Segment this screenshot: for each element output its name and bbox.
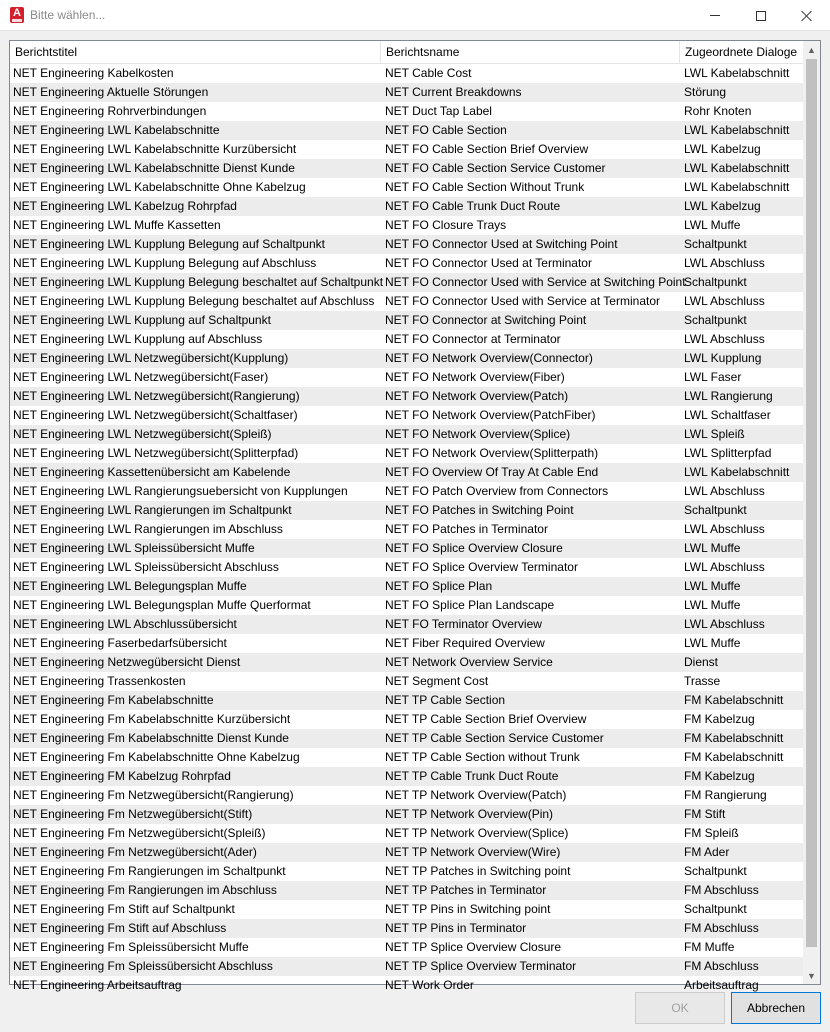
cell-berichtstitel: NET Engineering LWL Kabelabschnitte Kurzübersicht: [13, 142, 297, 156]
cell-berichtstitel: NET Engineering Trassenkosten: [13, 674, 186, 688]
cell-berichtsname: NET TP Network Overview(Patch): [385, 788, 567, 802]
cell-zugeordnete-dialoge: LWL Kabelabschnitt: [684, 123, 790, 137]
cell-berichtsname: NET Fiber Required Overview: [385, 636, 545, 650]
cell-berichtsname: NET FO Patches in Switching Point: [385, 503, 574, 517]
cell-berichtstitel: NET Engineering LWL Kupplung auf Schaltpunkt: [13, 313, 271, 327]
table-row[interactable]: [10, 292, 804, 311]
cell-zugeordnete-dialoge: LWL Kabelabschnitt: [684, 465, 790, 479]
table-row[interactable]: [10, 729, 804, 748]
cell-berichtsname: NET FO Network Overview(Connector): [385, 351, 593, 365]
cell-berichtsname: NET FO Network Overview(Patch): [385, 389, 569, 403]
list-rows: [10, 64, 804, 992]
cell-berichtsname: NET TP Splice Overview Closure: [385, 940, 562, 954]
app-icon-letter: A: [13, 7, 21, 19]
cell-zugeordnete-dialoge: LWL Kupplung: [684, 351, 762, 365]
table-row[interactable]: [10, 539, 804, 558]
cell-berichtsname: NET FO Connector Used with Service at Switching Point: [385, 275, 686, 289]
table-row[interactable]: [10, 596, 804, 615]
window-title: Bitte wählen...: [30, 8, 106, 22]
cell-zugeordnete-dialoge: LWL Muffe: [684, 541, 741, 555]
cell-zugeordnete-dialoge: LWL Kabelabschnitt: [684, 66, 790, 80]
cell-berichtstitel: NET Engineering LWL Netzwegübersicht(Splitterpfad): [13, 446, 299, 460]
cell-berichtsname: NET Segment Cost: [385, 674, 489, 688]
cell-berichtsname: NET TP Cable Trunk Duct Route: [385, 769, 559, 783]
cell-zugeordnete-dialoge: Rohr Knoten: [684, 104, 752, 118]
cell-berichtstitel: NET Engineering Aktuelle Störungen: [13, 85, 209, 99]
cell-berichtstitel: NET Engineering LWL Abschlussübersicht: [13, 617, 237, 631]
table-row[interactable]: [10, 710, 804, 729]
table-row[interactable]: [10, 881, 804, 900]
cell-berichtsname: NET FO Cable Trunk Duct Route: [385, 199, 561, 213]
cell-zugeordnete-dialoge: LWL Kabelabschnitt: [684, 161, 790, 175]
cell-berichtsname: NET FO Splice Plan Landscape: [385, 598, 555, 612]
cell-zugeordnete-dialoge: FM Ader: [684, 845, 730, 859]
cell-zugeordnete-dialoge: LWL Abschluss: [684, 294, 765, 308]
table-row[interactable]: [10, 102, 804, 121]
cell-berichtstitel: NET Engineering Fm Kabelabschnitte Dienst Kunde: [13, 731, 289, 745]
cell-berichtstitel: NET Engineering Fm Netzwegübersicht(Rangierung): [13, 788, 294, 802]
cell-zugeordnete-dialoge: FM Kabelabschnitt: [684, 693, 784, 707]
table-row[interactable]: [10, 83, 804, 102]
cell-zugeordnete-dialoge: LWL Muffe: [684, 218, 741, 232]
cell-berichtstitel: NET Engineering Fm Kabelabschnitte: [13, 693, 214, 707]
cell-berichtsname: NET Duct Tap Label: [385, 104, 492, 118]
cell-zugeordnete-dialoge: Schaltpunkt: [684, 902, 747, 916]
table-row[interactable]: [10, 368, 804, 387]
cell-zugeordnete-dialoge: Schaltpunkt: [684, 503, 747, 517]
table-row[interactable]: [10, 558, 804, 577]
cell-berichtsname: NET FO Overview Of Tray At Cable End: [385, 465, 599, 479]
cell-zugeordnete-dialoge: Schaltpunkt: [684, 275, 747, 289]
list-header: [10, 41, 804, 64]
cell-zugeordnete-dialoge: LWL Abschluss: [684, 256, 765, 270]
cell-berichtsname: NET FO Connector Used with Service at Terminator: [385, 294, 660, 308]
table-row[interactable]: [10, 786, 804, 805]
cell-zugeordnete-dialoge: FM Muffe: [684, 940, 735, 954]
cell-zugeordnete-dialoge: LWL Muffe: [684, 636, 741, 650]
table-row[interactable]: [10, 748, 804, 767]
cell-zugeordnete-dialoge: Schaltpunkt: [684, 864, 747, 878]
cell-zugeordnete-dialoge: FM Kabelzug: [684, 712, 755, 726]
table-row[interactable]: [10, 178, 804, 197]
table-row[interactable]: [10, 140, 804, 159]
cell-berichtsname: NET FO Network Overview(Splitterpath): [385, 446, 599, 460]
cell-berichtsname: NET FO Connector Used at Switching Point: [385, 237, 618, 251]
cell-berichtstitel: NET Engineering Fm Kabelabschnitte Ohne Kabelzug: [13, 750, 300, 764]
cell-zugeordnete-dialoge: FM Rangierung: [684, 788, 767, 802]
table-row[interactable]: [10, 444, 804, 463]
cell-berichtsname: NET TP Pins in Terminator: [385, 921, 527, 935]
cell-berichtstitel: NET Engineering LWL Kabelabschnitte Ohne Kabelzug: [13, 180, 306, 194]
table-row[interactable]: [10, 862, 804, 881]
cell-berichtsname: NET TP Cable Section without Trunk: [385, 750, 580, 764]
cell-berichtstitel: NET Engineering LWL Spleissübersicht Muffe: [13, 541, 255, 555]
cell-zugeordnete-dialoge: FM Abschluss: [684, 921, 759, 935]
cancel-button[interactable]: Abbrechen: [731, 992, 821, 1024]
cell-berichtsname: NET TP Cable Section Service Customer: [385, 731, 604, 745]
cell-berichtstitel: NET Engineering LWL Rangierungen im Schaltpunkt: [13, 503, 292, 517]
cell-berichtstitel: NET Engineering Faserbedarfsübersicht: [13, 636, 227, 650]
cell-berichtsname: NET TP Network Overview(Wire): [385, 845, 561, 859]
table-row[interactable]: [10, 957, 804, 976]
cell-berichtstitel: NET Engineering Fm Netzwegübersicht(Stift): [13, 807, 253, 821]
cell-zugeordnete-dialoge: LWL Kabelabschnitt: [684, 180, 790, 194]
scroll-up-icon[interactable]: ▲: [807, 44, 816, 55]
table-row[interactable]: [10, 311, 804, 330]
cell-berichtsname: NET FO Connector at Terminator: [385, 332, 561, 346]
cell-berichtsname: NET FO Connector at Switching Point: [385, 313, 587, 327]
cell-berichtstitel: NET Engineering Fm Stift auf Abschluss: [13, 921, 227, 935]
cell-berichtstitel: NET Engineering Kassettenübersicht am Kabelende: [13, 465, 291, 479]
cell-berichtsname: NET FO Patch Overview from Connectors: [385, 484, 609, 498]
cell-berichtsname: NET TP Splice Overview Terminator: [385, 959, 577, 973]
table-row[interactable]: [10, 805, 804, 824]
cell-berichtsname: NET FO Network Overview(PatchFiber): [385, 408, 596, 422]
cell-berichtsname: NET TP Patches in Switching point: [385, 864, 571, 878]
cell-berichtstitel: NET Engineering LWL Kabelabschnitte: [13, 123, 220, 137]
cell-berichtstitel: NET Engineering Fm Rangierungen im Abschluss: [13, 883, 277, 897]
cell-berichtsname: NET FO Network Overview(Splice): [385, 427, 571, 441]
cell-berichtstitel: NET Engineering LWL Kupplung auf Abschluss: [13, 332, 263, 346]
cell-berichtstitel: NET Engineering LWL Kupplung Belegung beschaltet auf Abschluss: [13, 294, 375, 308]
cell-zugeordnete-dialoge: FM Abschluss: [684, 883, 759, 897]
cell-berichtsname: NET FO Cable Section Without Trunk: [385, 180, 585, 194]
column-header-berichtsname[interactable]: Berichtsname: [381, 41, 680, 64]
cell-berichtstitel: NET Engineering LWL Netzwegübersicht(Kupplung): [13, 351, 289, 365]
cell-berichtstitel: NET Engineering Fm Netzwegübersicht(Ader): [13, 845, 257, 859]
cell-zugeordnete-dialoge: Trasse: [684, 674, 721, 688]
cell-zugeordnete-dialoge: LWL Kabelzug: [684, 199, 761, 213]
table-row[interactable]: [10, 121, 804, 140]
table-row[interactable]: [10, 938, 804, 957]
cell-zugeordnete-dialoge: LWL Abschluss: [684, 560, 765, 574]
table-row[interactable]: [10, 672, 804, 691]
cell-zugeordnete-dialoge: Arbeitsauftrag: [684, 978, 759, 992]
table-row[interactable]: [10, 691, 804, 710]
cell-berichtstitel: NET Engineering LWL Netzwegübersicht(Schaltfaser): [13, 408, 298, 422]
cell-berichtstitel: NET Engineering LWL Kupplung Belegung auf Schaltpunkt: [13, 237, 325, 251]
cell-berichtstitel: NET Engineering LWL Muffe Kassetten: [13, 218, 221, 232]
cell-berichtstitel: NET Engineering LWL Netzwegübersicht(Faser): [13, 370, 269, 384]
cell-berichtsname: NET FO Patches in Terminator: [385, 522, 548, 536]
cell-berichtsname: NET TP Patches in Terminator: [385, 883, 547, 897]
cell-zugeordnete-dialoge: LWL Splitterpfad: [684, 446, 772, 460]
table-row[interactable]: [10, 216, 804, 235]
cell-zugeordnete-dialoge: LWL Muffe: [684, 598, 741, 612]
cell-zugeordnete-dialoge: LWL Abschluss: [684, 332, 765, 346]
table-row[interactable]: [10, 387, 804, 406]
minimize-icon: [710, 15, 720, 16]
table-row[interactable]: [10, 900, 804, 919]
cell-zugeordnete-dialoge: Schaltpunkt: [684, 237, 747, 251]
cell-berichtsname: NET Cable Cost: [385, 66, 472, 80]
cell-zugeordnete-dialoge: LWL Rangierung: [684, 389, 773, 403]
scrollbar-thumb[interactable]: [806, 59, 817, 947]
app-icon: [10, 7, 24, 23]
cell-zugeordnete-dialoge: FM Kabelabschnitt: [684, 731, 784, 745]
cell-zugeordnete-dialoge: FM Abschluss: [684, 959, 759, 973]
table-row[interactable]: [10, 349, 804, 368]
cell-zugeordnete-dialoge: FM Kabelzug: [684, 769, 755, 783]
cell-berichtsname: NET FO Splice Plan: [385, 579, 493, 593]
table-row[interactable]: [10, 919, 804, 938]
cell-berichtstitel: NET Engineering Fm Stift auf Schaltpunkt: [13, 902, 235, 916]
cell-zugeordnete-dialoge: LWL Kabelzug: [684, 142, 761, 156]
cell-berichtsname: NET FO Splice Overview Closure: [385, 541, 563, 555]
table-row[interactable]: [10, 501, 804, 520]
cell-berichtstitel: NET Engineering LWL Spleissübersicht Abschluss: [13, 560, 279, 574]
cell-berichtstitel: NET Engineering Netzwegübersicht Dienst: [13, 655, 241, 669]
table-row[interactable]: [10, 463, 804, 482]
table-row[interactable]: [10, 159, 804, 178]
cell-berichtstitel: NET Engineering LWL Kupplung Belegung beschaltet auf Schaltpunkt: [13, 275, 384, 289]
cell-zugeordnete-dialoge: LWL Spleiß: [684, 427, 745, 441]
vertical-scrollbar[interactable]: [803, 41, 820, 984]
title-bar: [0, 0, 830, 31]
cell-berichtstitel: NET Engineering Fm Kabelabschnitte Kurzübersicht: [13, 712, 291, 726]
table-row[interactable]: [10, 425, 804, 444]
cell-zugeordnete-dialoge: FM Kabelabschnitt: [684, 750, 784, 764]
cell-berichtsname: NET TP Cable Section: [385, 693, 506, 707]
close-button[interactable]: [784, 0, 830, 31]
cell-berichtstitel: NET Engineering FM Kabelzug Rohrpfad: [13, 769, 231, 783]
cell-berichtsname: NET FO Terminator Overview: [385, 617, 542, 631]
cell-berichtsname: NET TP Network Overview(Splice): [385, 826, 569, 840]
table-row[interactable]: [10, 273, 804, 292]
cell-berichtsname: NET TP Cable Section Brief Overview: [385, 712, 587, 726]
cell-zugeordnete-dialoge: FM Spleiß: [684, 826, 739, 840]
cell-berichtsname: NET FO Network Overview(Fiber): [385, 370, 565, 384]
cell-berichtstitel: NET Engineering Fm Rangierungen im Schaltpunkt: [13, 864, 286, 878]
maximize-icon: [756, 11, 766, 21]
cell-berichtstitel: NET Engineering LWL Kabelabschnitte Dienst Kunde: [13, 161, 295, 175]
cell-berichtstitel: NET Engineering Kabelkosten: [13, 66, 174, 80]
table-row[interactable]: [10, 482, 804, 501]
cell-berichtstitel: NET Engineering LWL Belegungsplan Muffe Querformat: [13, 598, 311, 612]
cell-berichtsname: NET TP Network Overview(Pin): [385, 807, 554, 821]
cell-berichtstitel: NET Engineering LWL Rangierungen im Abschluss: [13, 522, 283, 536]
table-row[interactable]: [10, 843, 804, 862]
scroll-down-icon[interactable]: ▼: [807, 970, 816, 981]
table-row[interactable]: [10, 824, 804, 843]
table-row[interactable]: [10, 520, 804, 539]
cell-zugeordnete-dialoge: Schaltpunkt: [684, 313, 747, 327]
table-row[interactable]: [10, 254, 804, 273]
table-row[interactable]: [10, 577, 804, 596]
cell-berichtstitel: NET Engineering Fm Netzwegübersicht(Spleiß): [13, 826, 266, 840]
cell-berichtsname: NET FO Splice Overview Terminator: [385, 560, 578, 574]
cell-zugeordnete-dialoge: LWL Schaltfaser: [684, 408, 771, 422]
close-icon: [801, 10, 813, 22]
table-row[interactable]: [10, 653, 804, 672]
cell-berichtstitel: NET Engineering Rohrverbindungen: [13, 104, 207, 118]
cell-berichtstitel: NET Engineering LWL Belegungsplan Muffe: [13, 579, 247, 593]
report-list[interactable]: [9, 40, 821, 992]
table-row[interactable]: [10, 330, 804, 349]
cell-berichtsname: NET FO Cable Section: [385, 123, 507, 137]
cell-berichtsname: NET Work Order: [385, 978, 474, 992]
column-header-berichtstitel[interactable]: Berichtstitel: [10, 41, 381, 64]
maximize-button[interactable]: [738, 0, 784, 31]
cell-zugeordnete-dialoge: LWL Faser: [684, 370, 742, 384]
cell-berichtstitel: NET Engineering LWL Netzwegübersicht(Rangierung): [13, 389, 300, 403]
minimize-button[interactable]: [692, 0, 738, 31]
table-row[interactable]: [10, 634, 804, 653]
cell-berichtsname: NET Current Breakdowns: [385, 85, 522, 99]
column-header-zugeordnete-dialoge[interactable]: Zugeordnete Dialoge: [680, 41, 804, 64]
cell-berichtstitel: NET Engineering Arbeitsauftrag: [13, 978, 182, 992]
cell-zugeordnete-dialoge: Dienst: [684, 655, 719, 669]
cell-berichtstitel: NET Engineering LWL Kabelzug Rohrpfad: [13, 199, 237, 213]
table-row[interactable]: [10, 406, 804, 425]
cell-zugeordnete-dialoge: LWL Abschluss: [684, 617, 765, 631]
cell-zugeordnete-dialoge: LWL Muffe: [684, 579, 741, 593]
table-row[interactable]: [10, 615, 804, 634]
table-row[interactable]: [10, 767, 804, 786]
table-row[interactable]: [10, 197, 804, 216]
cell-berichtsname: NET TP Pins in Switching point: [385, 902, 551, 916]
cell-zugeordnete-dialoge: LWL Abschluss: [684, 484, 765, 498]
table-row[interactable]: [10, 64, 804, 83]
cell-berichtsname: NET FO Cable Section Service Customer: [385, 161, 606, 175]
cell-berichtsname: NET FO Cable Section Brief Overview: [385, 142, 589, 156]
cell-berichtstitel: NET Engineering LWL Netzwegübersicht(Spleiß): [13, 427, 272, 441]
cell-berichtsname: NET FO Closure Trays: [385, 218, 507, 232]
cell-berichtsname: NET Network Overview Service: [385, 655, 553, 669]
cell-berichtstitel: NET Engineering LWL Rangierungsuebersicht von Kupplungen: [13, 484, 348, 498]
cell-berichtstitel: NET Engineering LWL Kupplung Belegung auf Abschluss: [13, 256, 317, 270]
cell-berichtstitel: NET Engineering Fm Spleissübersicht Muffe: [13, 940, 249, 954]
cell-berichtsname: NET FO Connector Used at Terminator: [385, 256, 592, 270]
table-row[interactable]: [10, 235, 804, 254]
cell-berichtstitel: NET Engineering Fm Spleissübersicht Abschluss: [13, 959, 273, 973]
cell-zugeordnete-dialoge: Störung: [684, 85, 727, 99]
cell-zugeordnete-dialoge: LWL Abschluss: [684, 522, 765, 536]
cell-zugeordnete-dialoge: FM Stift: [684, 807, 726, 821]
ok-button[interactable]: OK: [635, 992, 725, 1024]
